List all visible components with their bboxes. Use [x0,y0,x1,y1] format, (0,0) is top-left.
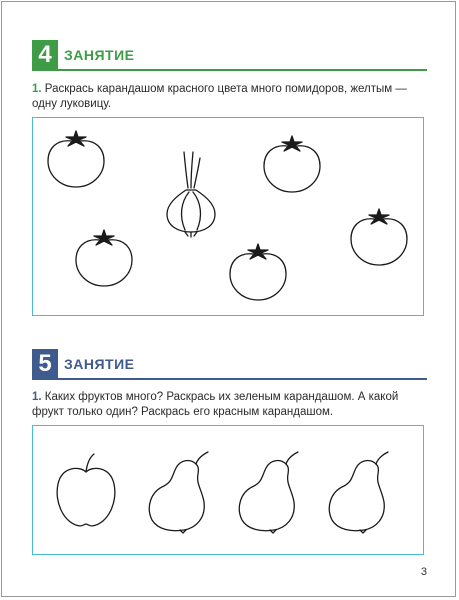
lesson-5-number: 5 [32,349,58,379]
lesson-4-task-number: 1. [32,83,42,95]
tomato-icon [76,230,132,286]
lesson-4-task [32,82,427,112]
apple-icon [57,454,115,526]
page-number: 3 [420,566,427,578]
lesson-4-task-text: Раскрась карандашом красного цвета много помидоров, желтым — одну луковицу. [32,83,407,110]
lesson-5-divider [32,378,427,380]
lesson-4-header [32,40,135,70]
tomato-icon [48,131,104,187]
pear-icon [239,452,298,533]
lesson-4-picture-frame [32,117,424,316]
lesson-5-picture-frame [32,425,424,555]
pear-icon [149,452,208,533]
tomato-icon [351,209,407,265]
pear-icon [329,452,388,533]
lesson-5-task-number: 1. [32,391,42,403]
lesson-4-title: ЗАНЯТИЕ [64,47,135,63]
lesson-5-title: ЗАНЯТИЕ [64,356,135,372]
lesson-5-header [32,349,135,379]
lesson-4-divider [32,69,427,71]
lesson-4-number: 4 [32,40,58,70]
onion-icon [167,152,215,237]
lesson-5-task [32,390,427,420]
tomato-icon [264,136,320,192]
lesson-5-task-text: Каких фруктов много? Раскрась их зеленым карандашом. А какой фрукт только один? Раскрась его красным карандашом. [32,391,399,418]
tomato-icon [230,244,286,300]
